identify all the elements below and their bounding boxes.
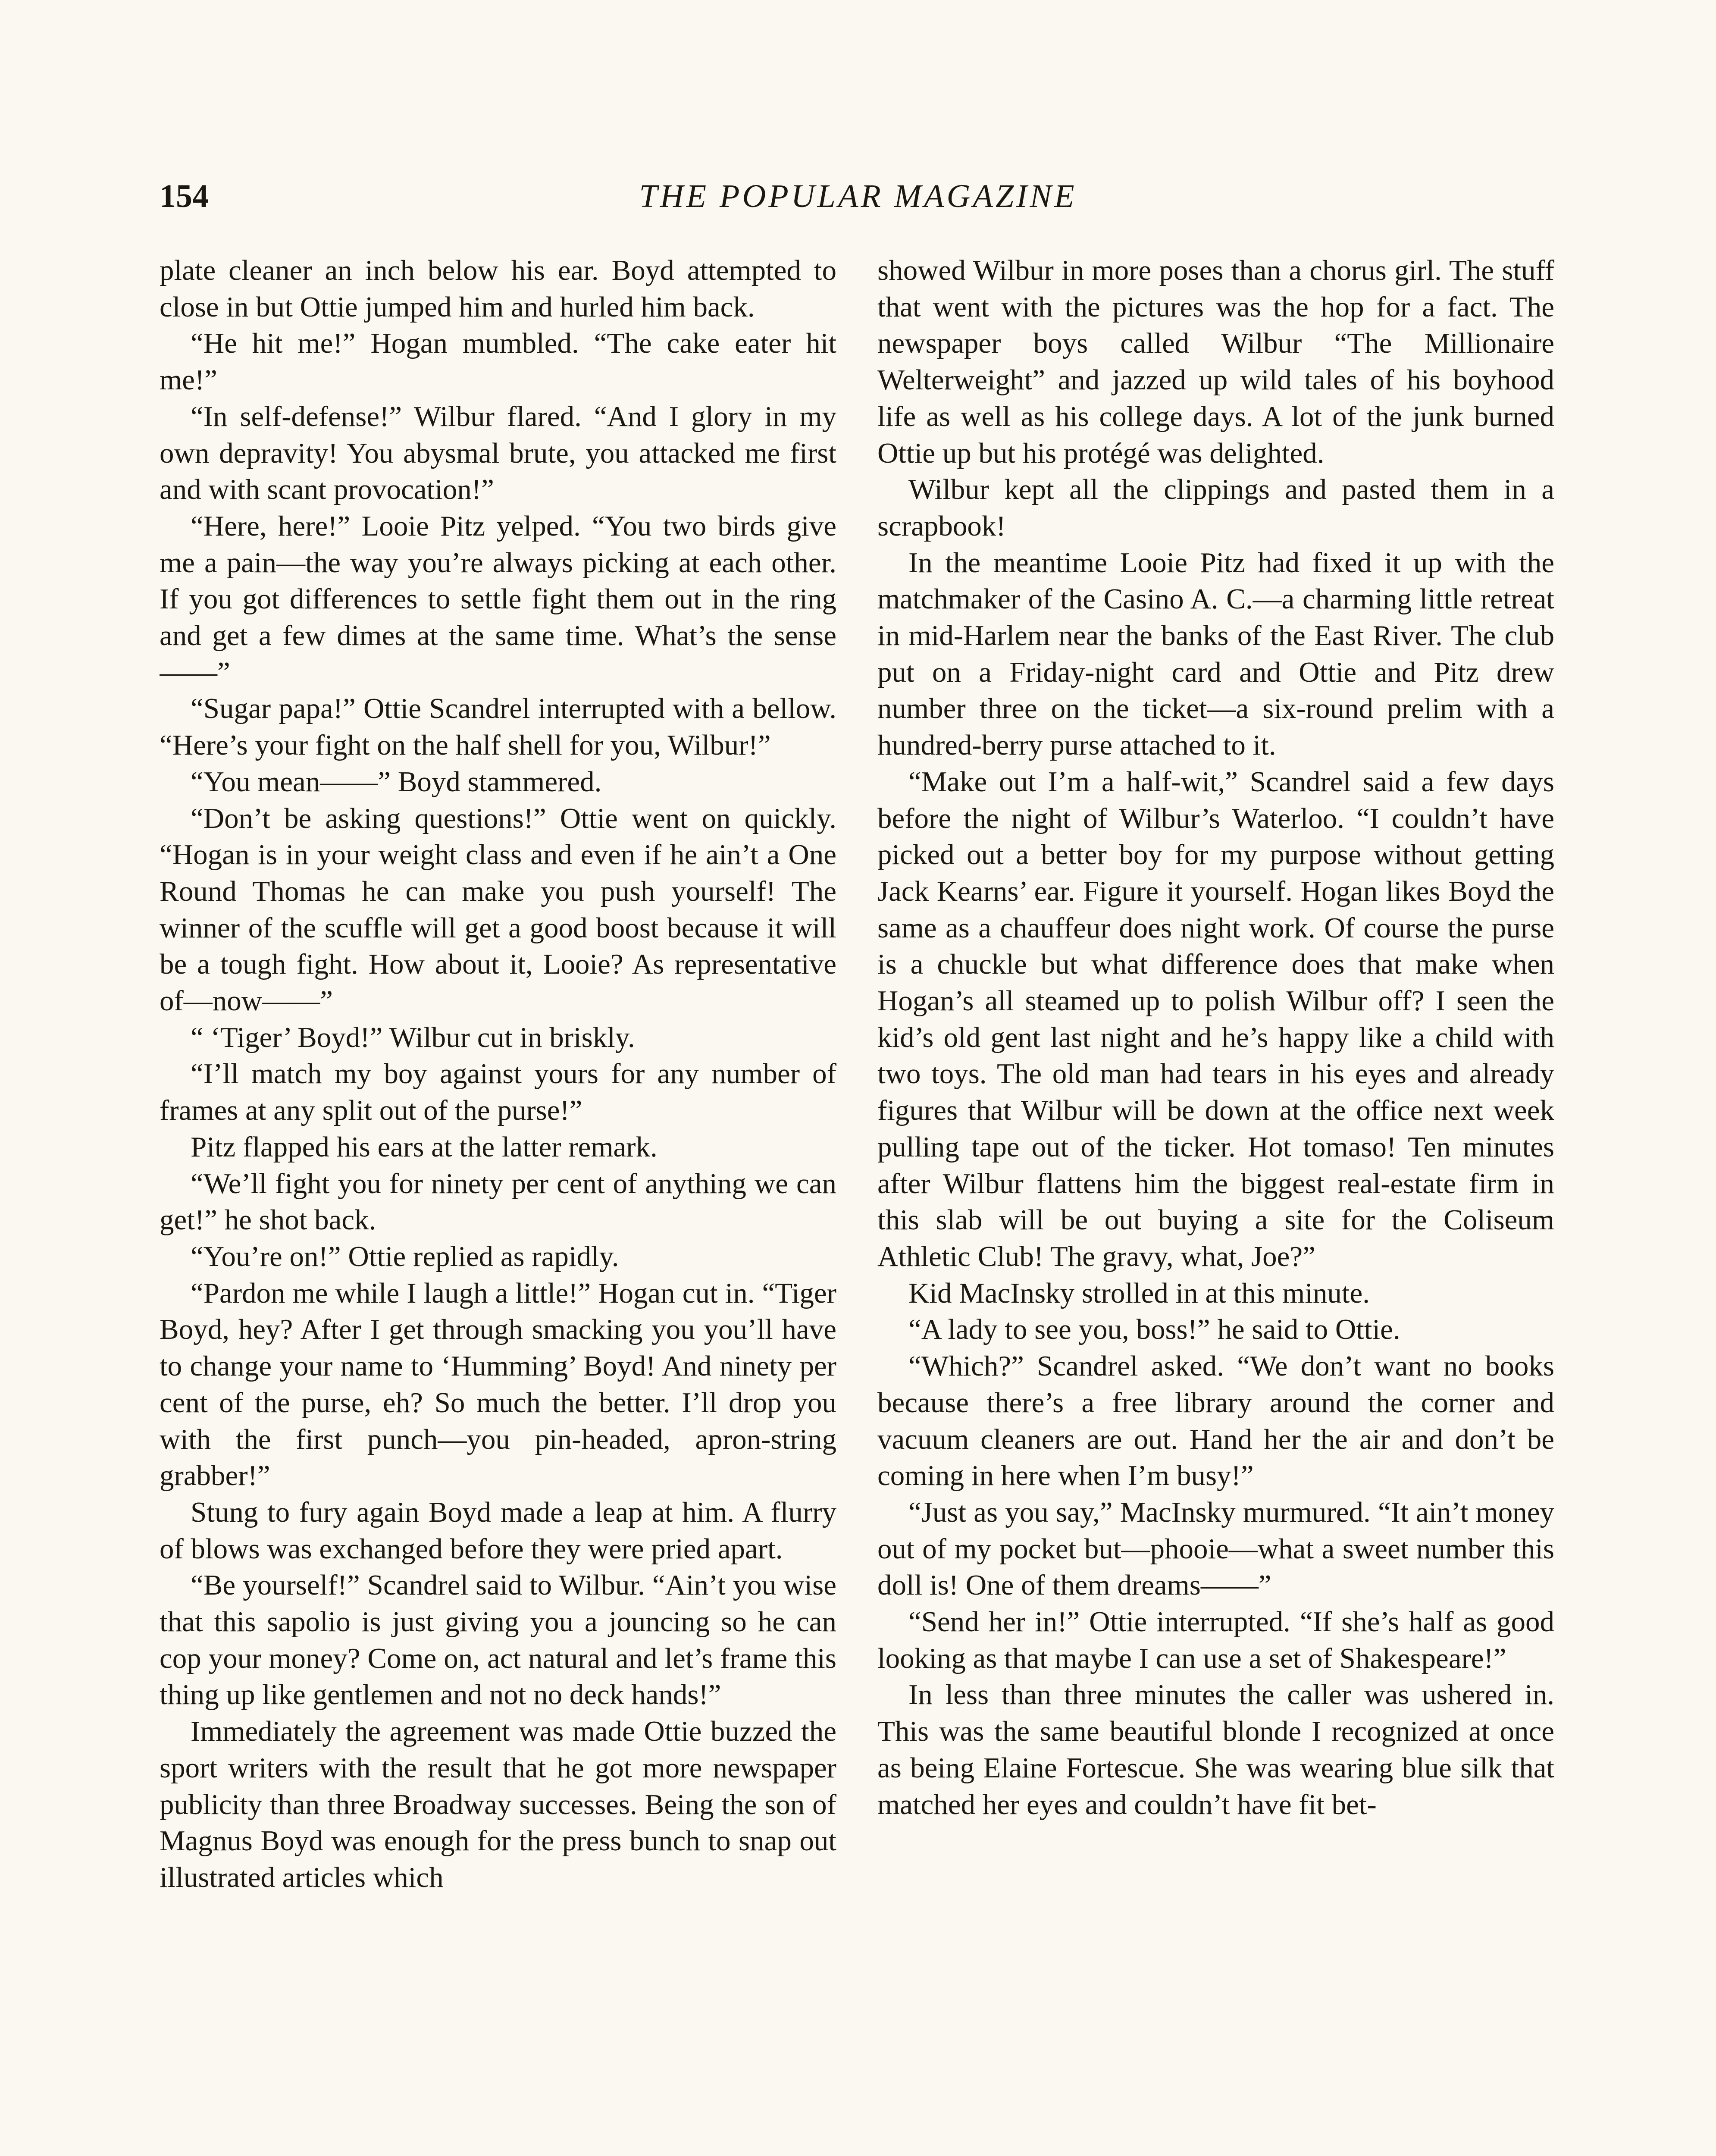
page-number: 154 xyxy=(160,178,209,214)
paragraph: Kid MacInsky strolled in at this minute. xyxy=(908,1277,1370,1309)
text-column-left xyxy=(160,252,836,2156)
paragraph: “Sugar papa!” Ottie Scandrel interrupted with a bellow. “Here’s your fight on the half shell for you, Wilbur!” xyxy=(160,693,836,761)
paragraph: “Send her in!” Ottie interrupted. “If she’s half as good looking as that maybe I can use a set of Shakespeare!” xyxy=(877,1606,1554,1674)
paragraph: Immediately the agreement was made Ottie buzzed the sport writers with the result that he got more newspaper publicity than three Broadway successes. Being the son of Magnus Boyd was enough for the press bunch to snap out illustrated articles which xyxy=(160,1715,836,1893)
paragraph: “ ‘Tiger’ Boyd!” Wilbur cut in briskly. xyxy=(191,1021,635,1053)
page-header xyxy=(160,172,1556,220)
paragraph: “We’ll fight you for ninety per cent of anything we can get!” he shot back. xyxy=(160,1167,836,1236)
paragraph: “Make out I’m a half-wit,” Scandrel said a few days before the night of Wilbur’s Waterloo. “I couldn’t have picked out a better boy for my purpose without getting Jack Kearns’ ear. Figure it yourself. Hogan likes Boyd the same as a chauffeur does night work. Of course the purse is a chuckle but what difference does that make when Hogan’s all steamed up to polish Wilbur off? I seen the kid’s old gent last night and he’s happy like a child with two toys. The old man had tears in his eyes and already figures that Wilbur will be down at the office next week pulling tape out of the ticker. Hot tomaso! Ten minutes after Wilbur flattens him the biggest real-estate firm in this slab will be out buying a site for the Coliseum Athletic Club! The gravy, what, Joe?” xyxy=(877,765,1554,1272)
paragraph: “Which?” Scandrel asked. “We don’t want no books because there’s a free library around the corner and vacuum cleaners are out. Hand her the air and don’t be coming in here when I’m busy!” xyxy=(877,1350,1554,1492)
paragraph: “Pardon me while I laugh a little!” Hogan cut in. “Tiger Boyd, hey? After I get through smacking you you’ll have to change your name to ‘Humming’ Boyd! And ninety per cent of the purse, eh? So much the better. I’ll drop you with the first punch—you pin-headed, apron-string grabber!” xyxy=(160,1277,836,1492)
paragraph: “Don’t be asking questions!” Ottie went on quickly. “Hogan is in your weight class and even if he ain’t a One Round Thomas he can make you push yourself! The winner of the scuffle will get a good boost because it will be a tough fight. How about it, Looie? As representative of—now——” xyxy=(160,802,836,1017)
paragraph: “Be yourself!” Scandrel said to Wilbur. “Ain’t you wise that this sapolio is just giving you a jouncing so he can cop your money? Come on, act natural and let’s frame this thing up like gentlemen and not no deck hands!” xyxy=(160,1569,836,1711)
paragraph: Wilbur kept all the clippings and pasted them in a scrapbook! xyxy=(877,473,1554,542)
paragraph: “I’ll match my boy against yours for any number of frames at any split out of the purse!” xyxy=(160,1058,836,1127)
paragraph: Pitz flapped his ears at the latter remark. xyxy=(191,1131,658,1163)
paragraph: In the meantime Looie Pitz had fixed it up with the matchmaker of the Casino A. C.—a charming little retreat in mid-Harlem near the banks of the East River. The club put on a Friday-night card and Ottie and Pitz drew number three on the ticket—a six-round prelim with a hundred-berry purse attached to it. xyxy=(877,546,1554,761)
paragraph: “In self-defense!” Wilbur flared. “And I glory in my own depravity! You abysmal brute, you attacked me first and with scant provocation!” xyxy=(160,400,836,506)
paragraph: plate cleaner an inch below his ear. Boyd attempted to close in but Ottie jumped him and hurled him back. xyxy=(160,254,836,323)
paragraph: Stung to fury again Boyd made a leap at him. A flurry of blows was exchanged before they were pried apart. xyxy=(160,1496,836,1565)
paragraph: “Just as you say,” MacInsky murmured. “It ain’t money out of my pocket but—phooie—what a sweet number this doll is! One of them dreams——” xyxy=(877,1496,1554,1601)
paragraph: “You mean——” Boyd stammered. xyxy=(191,765,602,798)
text-column-right xyxy=(877,252,1554,2156)
paragraph: “Here, here!” Looie Pitz yelped. “You two birds give me a pain—the way you’re always picking at each other. If you got differences to settle fight them out in the ring and get a few dimes at the same time. What’s the sense——” xyxy=(160,510,836,688)
paragraph: “You’re on!” Ottie replied as rapidly. xyxy=(191,1240,619,1272)
paragraph: showed Wilbur in more poses than a chorus girl. The stuff that went with the pictures was the hop for a fact. The newspaper boys called Wilbur “The Millionaire Welterweight” and jazzed up wild tales of his boyhood life as well as his college days. A lot of the junk burned Ottie up but his protégé was delighted. xyxy=(877,254,1554,469)
paragraph: In less than three minutes the caller was ushered in. This was the same beautiful blonde I recognized at once as being Elaine Fortescue. She was wearing blue silk that matched her eyes and couldn’t have fit bet- xyxy=(877,1679,1554,1821)
running-title: THE POPULAR MAGAZINE xyxy=(639,178,1077,214)
paragraph: “He hit me!” Hogan mumbled. “The cake eater hit me!” xyxy=(160,327,836,396)
paragraph: “A lady to see you, boss!” he said to Ottie. xyxy=(908,1313,1400,1346)
